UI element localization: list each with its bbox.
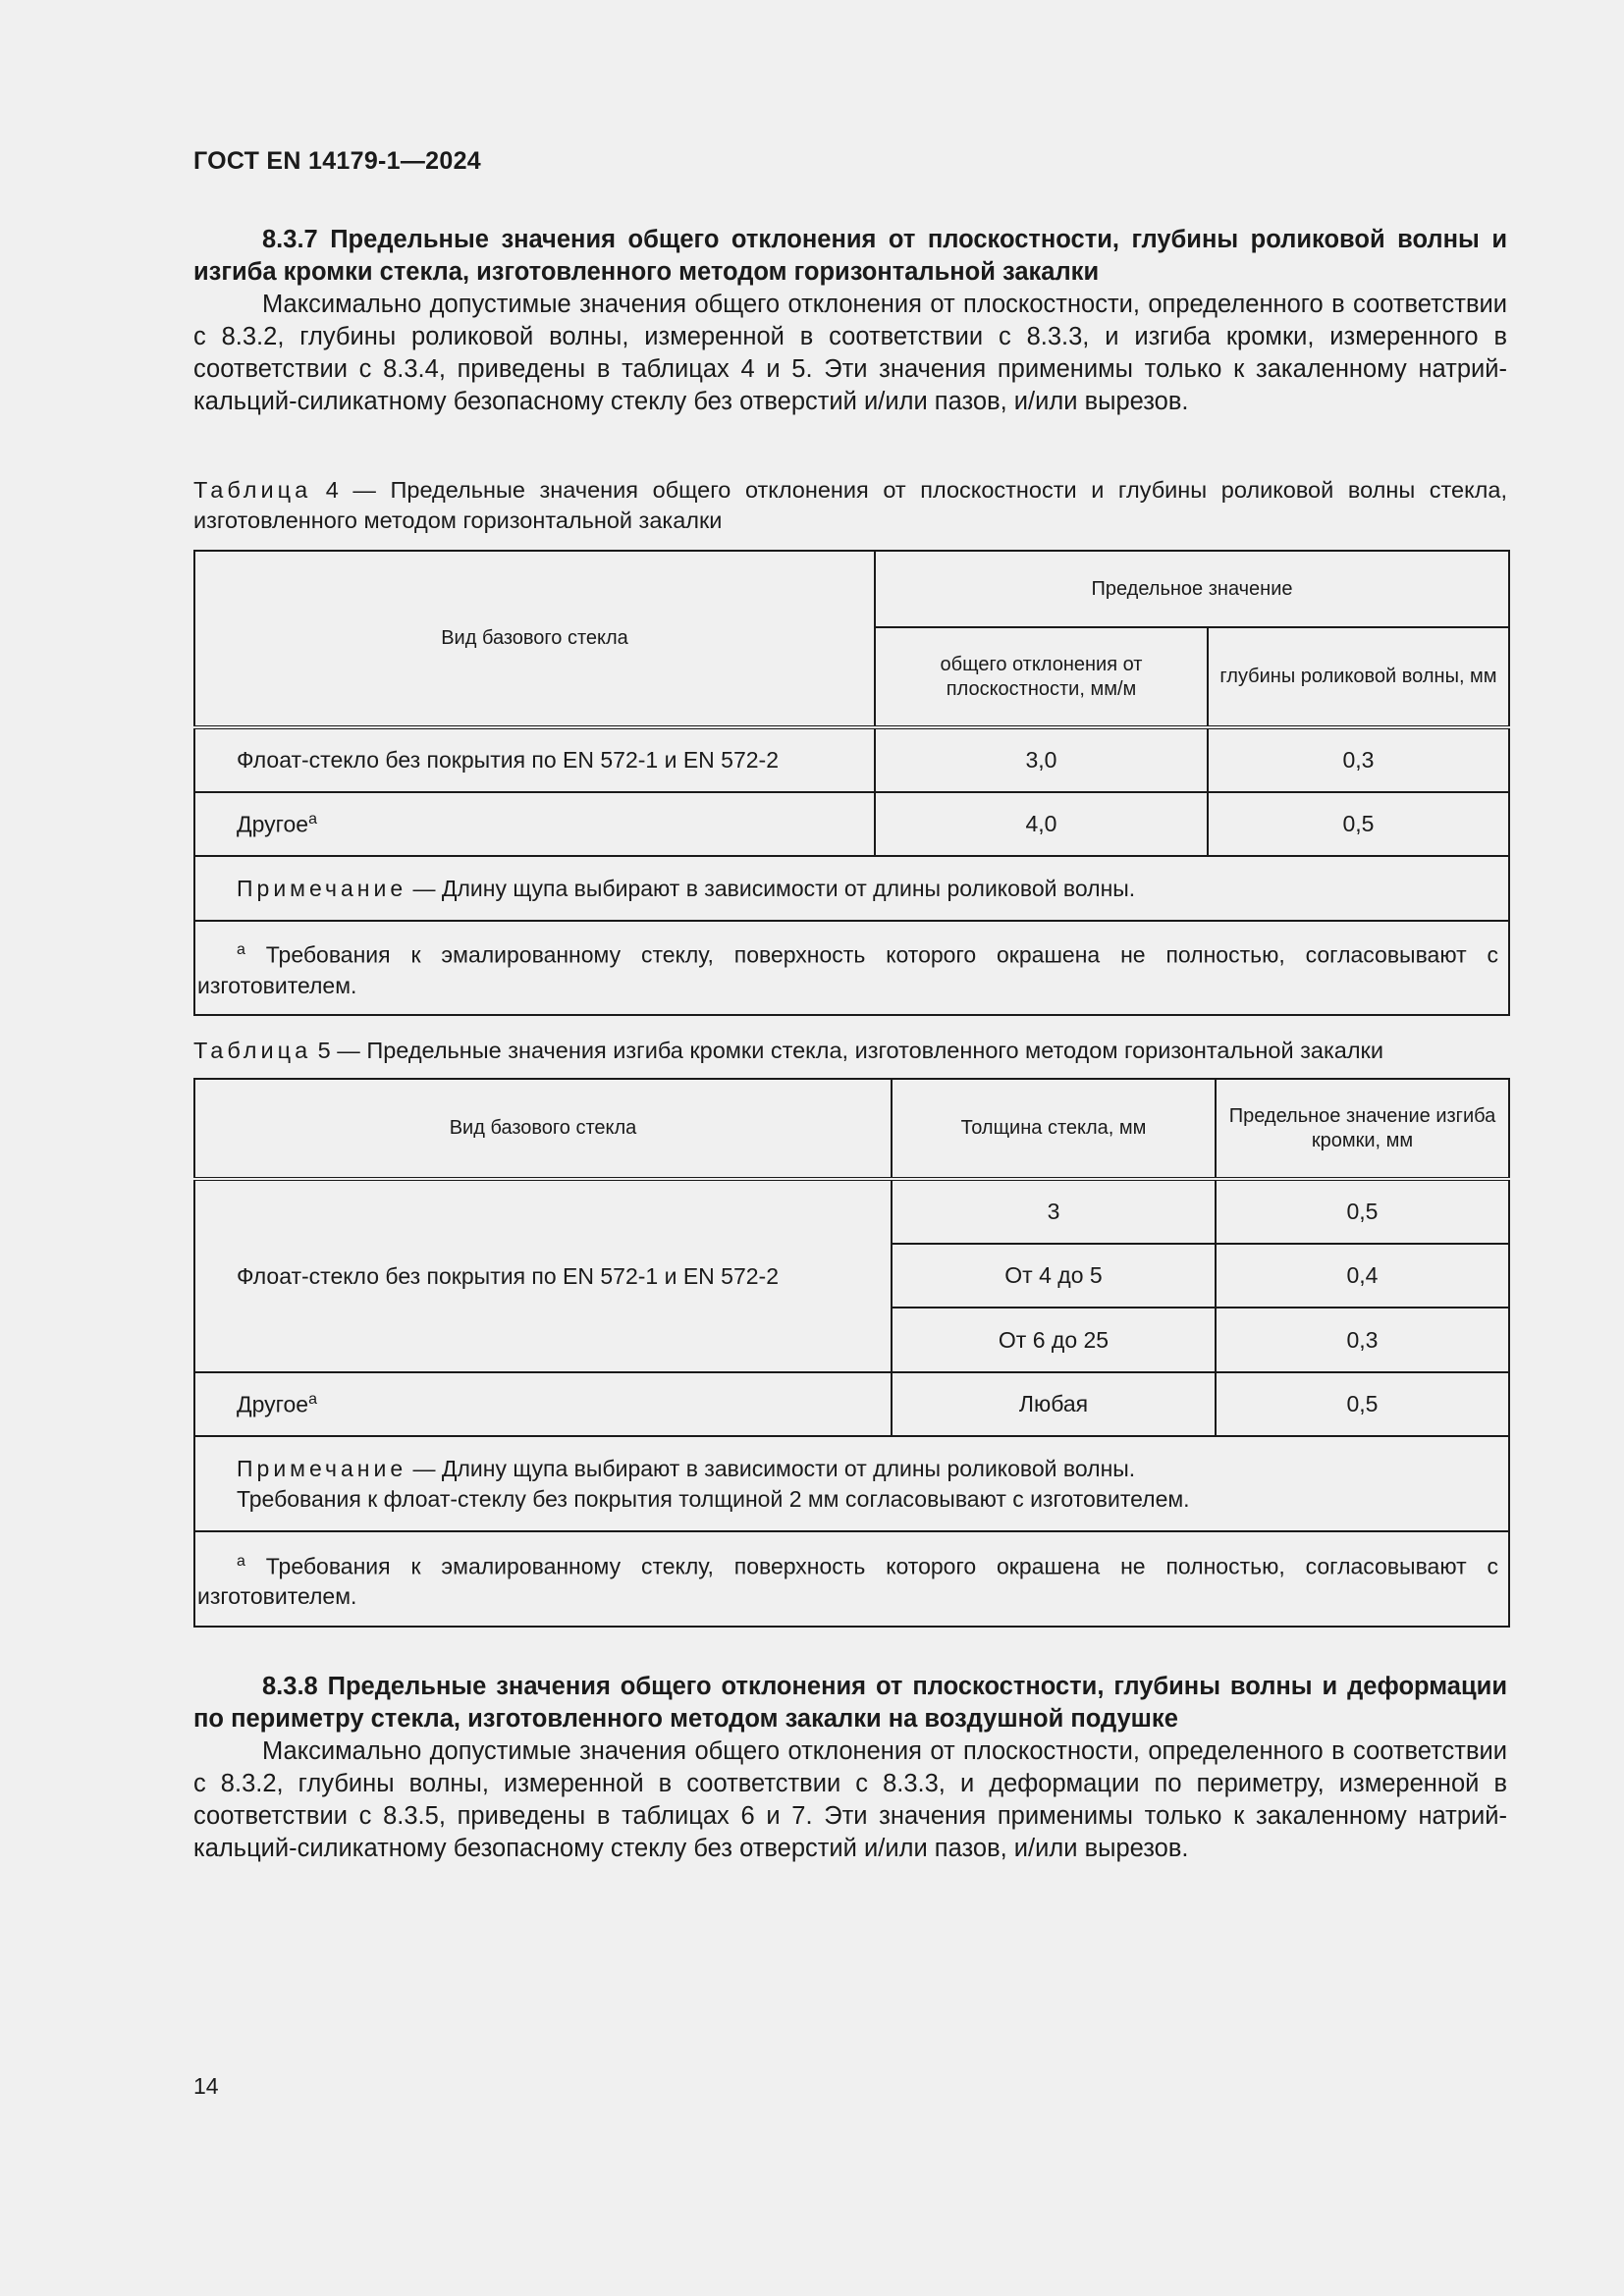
table-4 <box>193 550 1510 1016</box>
glass-type-text: Другое <box>237 811 309 837</box>
section-heading: 8.3.7 Предельные значения общего отклонения от плоскостности, глубины роликовой волны и изгиба кромки стекла, изготовленного методом горизонтальной закалки <box>193 226 1507 286</box>
cell-value: 0,3 <box>1216 1308 1509 1372</box>
glass-type-text: Другое <box>237 1391 309 1417</box>
table-5 <box>193 1078 1510 1628</box>
cell-thickness: От 4 до 5 <box>892 1244 1216 1308</box>
footnote-mark: a <box>237 1552 245 1570</box>
table-4-caption <box>193 475 1507 536</box>
section-8-3-7 <box>193 224 1507 418</box>
cell-thickness: От 6 до 25 <box>892 1308 1216 1372</box>
cell-flatness: 4,0 <box>875 792 1208 856</box>
table-footnote <box>194 921 1509 1015</box>
cell-value: 0,4 <box>1216 1244 1509 1308</box>
cell-glass-type: Флоат-стекло без покрытия по EN 572-1 и EN 572-2 <box>194 727 875 792</box>
cell-value: 0,5 <box>1216 1179 1509 1244</box>
table-row <box>194 1372 1509 1436</box>
caption-label: Таблица <box>193 477 312 503</box>
section-paragraph: Максимально допустимые значения общего отклонения от плоскостности, определенного в соответствии с 8.3.2, глубины роликовой волны, измеренной в соответствии с 8.3.3, и изгиба кромки, измеренного в соответствии с 8.3.4, приведены в таблицах 4 и 5. Эти значения применимы только к закаленному натрий-кальций-силикатному безопасному стеклу без отверстий и/или пазов, и/или вырезов. <box>193 291 1507 415</box>
note-label: Примечание <box>237 1455 407 1481</box>
header-glass-type: Вид базового стекла <box>194 551 875 727</box>
footnote-text: Требования к эмалированному стеклу, поверхность которого окрашена не полностью, согласовывают с изготовителем. <box>197 941 1498 998</box>
cell-wave: 0,5 <box>1208 792 1509 856</box>
footnote-ref: a <box>308 810 317 828</box>
document-header: ГОСТ EN 14179-1—2024 <box>193 147 481 175</box>
header-glass-type: Вид базового стекла <box>194 1079 892 1179</box>
note-text-2: Требования к флоат-стеклу без покрытия толщиной 2 мм согласовывают с изготовителем. <box>237 1485 1190 1512</box>
footnote-ref: a <box>308 1390 317 1408</box>
table-note <box>194 1436 1509 1531</box>
table-row <box>194 1179 1509 1244</box>
section-8-3-8 <box>193 1671 1507 1865</box>
cell-thickness: Любая <box>892 1372 1216 1436</box>
note-text: — Длину щупа выбирают в зависимости от длины роликовой волны. <box>406 875 1136 901</box>
section-heading: 8.3.8 Предельные значения общего отклонения от плоскостности, глубины волны и деформации по периметру стекла, изготовленного методом закалки на воздушной подушке <box>193 1673 1507 1733</box>
page-number: 14 <box>193 2073 219 2099</box>
header-thickness: Толщина стекла, мм <box>892 1079 1216 1179</box>
note-label: Примечание <box>237 875 407 901</box>
table-row <box>194 727 1509 792</box>
header-edge-bow: Предельное значение изгиба кромки, мм <box>1216 1079 1509 1179</box>
cell-glass-type: Флоат-стекло без покрытия по EN 572-1 и EN 572-2 <box>194 1179 892 1372</box>
table-note <box>194 856 1509 921</box>
cell-glass-type <box>194 1372 892 1436</box>
table-row <box>194 792 1509 856</box>
table-footnote <box>194 1531 1509 1627</box>
caption-text: 4 — Предельные значения общего отклонения от плоскостности и глубины роликовой волны стекла, изготовленного методом горизонтальной закалки <box>193 477 1507 533</box>
header-limit-value: Предельное значение <box>875 551 1509 627</box>
header-roller-wave: глубины роликовой волны, мм <box>1208 627 1509 727</box>
header-flatness: общего отклонения от плоскостности, мм/м <box>875 627 1208 727</box>
cell-flatness: 3,0 <box>875 727 1208 792</box>
table-5-caption <box>193 1036 1507 1066</box>
caption-text: 5 — Предельные значения изгиба кромки стекла, изготовленного методом горизонтальной закалки <box>311 1038 1383 1063</box>
section-paragraph: Максимально допустимые значения общего отклонения от плоскостности, определенного в соответствии с 8.3.2, глубины волны, измеренной в соответствии с 8.3.3, и деформации по периметру, измеренной в соответствии с 8.3.5, приведены в таблицах 6 и 7. Эти значения применимы только к закаленному натрий-кальций-силикатному безопасному стеклу без отверстий и/или пазов, и/или вырезов. <box>193 1737 1507 1862</box>
note-text: — Длину щупа выбирают в зависимости от длины роликовой волны. <box>406 1455 1136 1481</box>
cell-thickness: 3 <box>892 1179 1216 1244</box>
cell-wave: 0,3 <box>1208 727 1509 792</box>
cell-value: 0,5 <box>1216 1372 1509 1436</box>
cell-glass-type <box>194 792 875 856</box>
footnote-mark: a <box>237 941 245 959</box>
caption-label: Таблица <box>193 1038 312 1063</box>
footnote-text: Требования к эмалированному стеклу, поверхность которого окрашена не полностью, согласовывают с изготовителем. <box>197 1553 1498 1610</box>
